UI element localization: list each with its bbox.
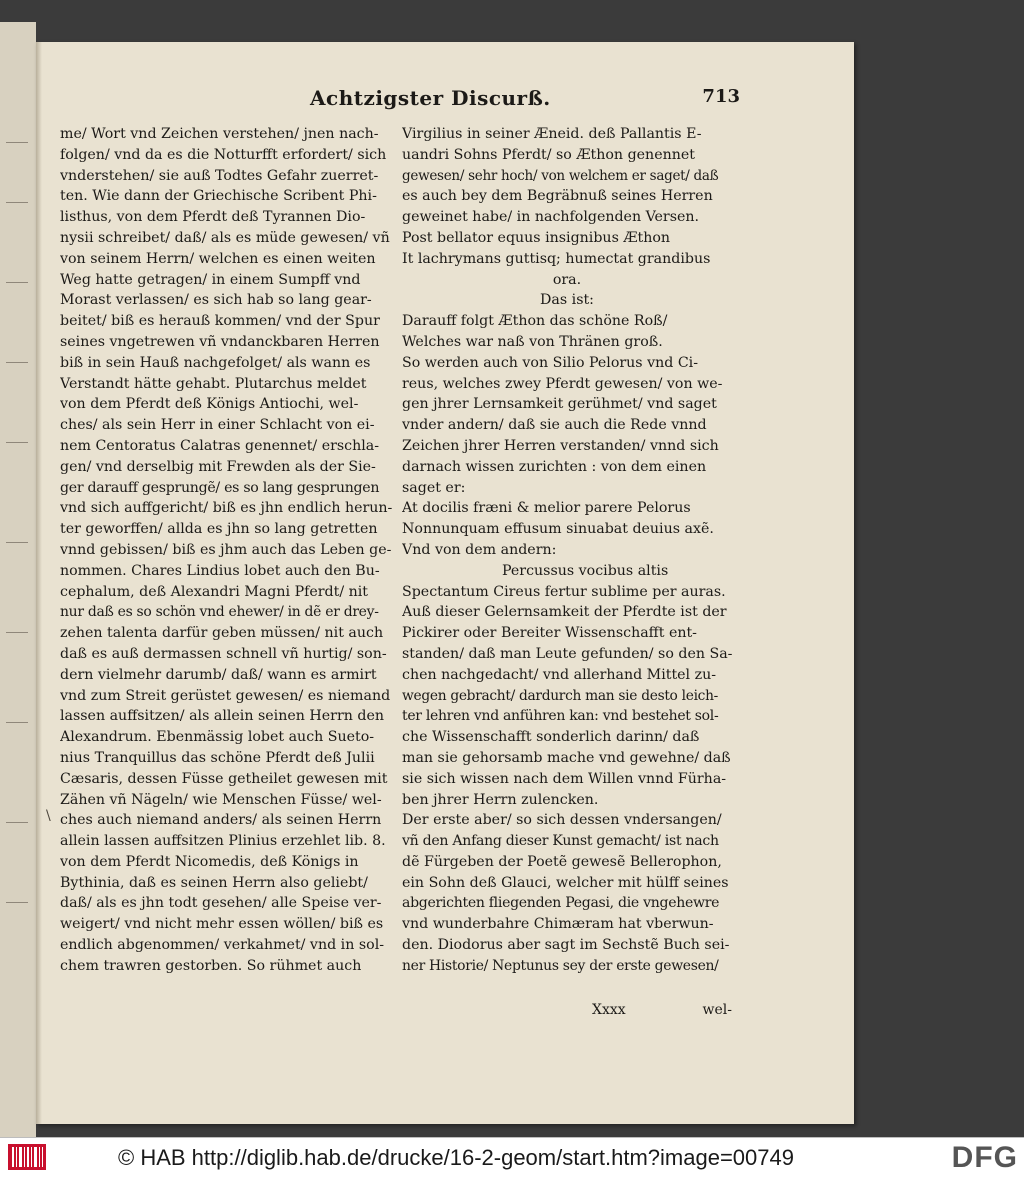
text-line: den. Diodorus aber sagt im Sechstẽ Buch sei- — [402, 937, 730, 954]
text-column-right — [402, 124, 732, 977]
page-gutter — [36, 42, 42, 1124]
text-line: ein Sohn deß Glauci, welcher mit hülff seines — [402, 874, 729, 891]
text-line: standen/ daß man Leute gefunden/ so den Sa- — [402, 645, 732, 662]
text-line: dẽ Fürgeben der Poetẽ gewesẽ Bellerophon, — [402, 853, 722, 870]
text-line: chen nachgedacht/ vnd allerhand Mittel zu- — [402, 666, 716, 683]
text-line: geweinet habe/ in nachfolgenden Versen. — [402, 209, 700, 226]
page-footer-marks — [592, 1002, 732, 1022]
text-line: ches/ als sein Herr in einer Schlacht von ei- — [60, 417, 375, 434]
text-line: man sie gehorsamb mache vnd gewehne/ daß — [402, 749, 731, 766]
catchword: wel- — [702, 1002, 732, 1018]
text-line: cephalum, deß Alexandri Magni Pferdt/ nit — [60, 583, 368, 600]
text-line: chem trawren gestorben. So rühmet auch — [60, 957, 362, 974]
text-line: vñ den Anfang dieser Kunst gemacht/ ist nach — [402, 833, 719, 850]
text-line: Zähen vñ Nägeln/ wie Menschen Füsse/ wel- — [60, 791, 382, 808]
text-line: lassen auffsitzen/ als allein seinen Herrn den — [60, 708, 384, 725]
text-line: biß in sein Hauß nachgefolget/ als wann es — [60, 354, 371, 371]
text-line: von dem Pferdt Nicomedis, deß Königs in — [60, 853, 359, 870]
text-line: uandri Sohns Pferdt/ so Æthon genennet — [402, 146, 695, 163]
text-line: vnd zum Streit gerüstet gewesen/ es niemand — [60, 687, 391, 704]
signature-mark: Xxxx — [592, 1002, 626, 1018]
text-line: Zeichen jhrer Herren verstanden/ vnnd sich — [402, 437, 719, 454]
text-line: beitet/ biß es herauß kommen/ vnd der Spur — [60, 313, 380, 330]
text-line: abgerichten fliegenden Pegasi, die vngehewre — [402, 895, 720, 912]
text-line: es auch bey dem Begräbnuß seines Herren — [402, 188, 713, 205]
text-line: dern vielmehr darumb/ daß/ wann es armirt — [60, 666, 377, 683]
text-line: zehen talenta darfür geben müssen/ nit auch — [60, 625, 384, 642]
text-line: Morast verlassen/ es sich hab so lang gear- — [60, 292, 372, 309]
text-line: nem Centoratus Calatras genennet/ erschla- — [60, 437, 380, 454]
text-line: vnd sich auffgericht/ biß es jhn endlich herun- — [60, 500, 392, 517]
text-line: Post bellator equus insignibus Æthon — [402, 229, 671, 246]
text-line: Nonnunquam effusum sinuabat deuius axẽ. — [402, 521, 714, 538]
margin-mark: \ — [46, 808, 51, 824]
text-column-left — [60, 124, 392, 977]
text-line: Auß dieser Gelernsamkeit der Pferdte ist der — [402, 604, 727, 621]
running-title: Achtzigster Discurß. — [310, 86, 551, 110]
text-line: von dem Pferdt deß Königs Antiochi, wel- — [60, 396, 359, 413]
text-line: nius Tranquillus das schöne Pferdt deß Julii — [60, 749, 375, 766]
text-line: che Wissenschafft sonderlich darinn/ daß — [402, 729, 700, 746]
text-line: wegen gebracht/ dardurch man sie desto leich- — [402, 687, 719, 704]
text-line: gewesen/ sehr hoch/ von welchem er saget/ daß — [402, 167, 719, 184]
text-line: ger darauff gesprungẽ/ es so lang gesprungen — [60, 479, 380, 496]
viewer-footer — [0, 1137, 1024, 1178]
text-line: folgen/ vnd da es die Notturfft erfordert/ sich — [60, 146, 387, 163]
text-line: Alexandrum. Ebenmässig lobet auch Sueto- — [60, 729, 375, 746]
text-line: allein lassen auffsitzen Plinius erzehlet lib. 8. — [60, 833, 386, 850]
text-line: sie sich wissen nach dem Willen vnnd Fürha- — [402, 770, 727, 787]
text-line: Vnd von dem andern: — [402, 541, 557, 558]
text-line: So werden auch von Silio Pelorus vnd Ci- — [402, 354, 699, 371]
text-line: Darauff folgt Æthon das schöne Roß/ — [402, 313, 668, 330]
text-line: ter geworffen/ allda es jhn so lang getretten — [60, 521, 378, 538]
text-line: vnnd gebissen/ biß es jhm auch das Leben ge- — [60, 541, 392, 558]
text-line: Pickirer oder Bereiter Wissenschafft ent- — [402, 625, 697, 642]
text-line: Virgilius in seiner Æneid. deß Pallantis E- — [402, 126, 702, 142]
text-line: Cæsaris, dessen Füsse getheilet gewesen mit — [60, 770, 388, 787]
text-line: reus, welches zwey Pferdt gewesen/ von we- — [402, 375, 723, 392]
text-line: Spectantum Cireus fertur sublime per auras. — [402, 583, 726, 600]
page-number: 713 — [702, 86, 740, 107]
text-line: von seinem Herrn/ welchen es einen weiten — [60, 250, 376, 267]
text-line: Percussus vocibus altis — [502, 562, 669, 579]
text-line: nysii schreibet/ daß/ als es müde gewesen/ vñ — [60, 229, 390, 246]
text-line: darnach wissen zurichten : von dem einen — [402, 458, 707, 475]
text-line: Verstandt hätte gehabt. Plutarchus meldet — [60, 375, 367, 392]
text-line: vnder andern/ daß sie auch die Rede vnnd — [402, 417, 707, 434]
text-line: nur daß es so schön vnd ehewer/ in dẽ er drey- — [60, 604, 379, 621]
text-line: ten. Wie dann der Griechische Scribent Phi- — [60, 188, 377, 205]
text-line: seines vngetrewen vñ vndanckbaren Herren — [60, 333, 380, 350]
text-line: gen jhrer Lernsamkeit gerühmet/ vnd saget — [402, 396, 717, 413]
text-line: ner Historie/ Neptunus sey der erste gewesen/ — [402, 957, 719, 974]
dfg-logo: DFG — [951, 1141, 1018, 1174]
text-line: Welches war naß von Thränen groß. — [402, 333, 663, 350]
text-line: vnd wunderbahre Chimæram hat vberwun- — [402, 916, 714, 933]
text-line: Das ist: — [540, 292, 594, 309]
text-line: nommen. Chares Lindius lobet auch den Bu- — [60, 562, 380, 579]
barcode-icon — [8, 1144, 46, 1170]
text-line: vnderstehen/ sie auß Todtes Gefahr zuerret- — [60, 167, 379, 184]
text-line: It lachrymans guttisq; humectat grandibus — [402, 250, 711, 267]
text-line: ben jhrer Herrn zulencken. — [402, 791, 599, 808]
text-line: Bythinia, daß es seinen Herrn also geliebt/ — [60, 874, 368, 891]
text-line: gen/ vnd derselbig mit Frewden als der Sie- — [60, 458, 376, 475]
previous-page-edge — [0, 22, 36, 1137]
text-line: daß/ als es jhn todt gesehen/ alle Speise ver- — [60, 895, 382, 912]
text-line: ches auch niemand anders/ als seinen Herrn — [60, 812, 382, 829]
text-line: endlich abgenommen/ verkahmet/ vnd in sol- — [60, 937, 385, 954]
text-line: ora. — [552, 271, 582, 288]
text-line: Weg hatte getragen/ in einem Sumpff vnd — [60, 271, 361, 288]
text-line: saget er: — [402, 479, 466, 496]
text-line: listhus, von dem Pferdt deß Tyrannen Dio- — [60, 209, 366, 226]
page-header — [310, 86, 740, 124]
text-line: Der erste aber/ so sich dessen vndersangen/ — [402, 812, 722, 829]
text-line: me/ Wort vnd Zeichen verstehen/ jnen nach- — [60, 126, 379, 142]
text-line: weigert/ vnd nicht mehr essen wöllen/ biß es — [60, 916, 384, 933]
text-line: daß es auß dermassen schnell vñ hurtig/ son- — [60, 645, 387, 662]
text-line: ter lehren vnd anführen kan: vnd bestehet sol- — [402, 708, 719, 725]
text-line: At docilis fræni & melior parere Pelorus — [402, 500, 691, 517]
source-link[interactable]: © HAB http://diglib.hab.de/drucke/16-2-geom/start.htm?image=00749 — [118, 1145, 794, 1170]
